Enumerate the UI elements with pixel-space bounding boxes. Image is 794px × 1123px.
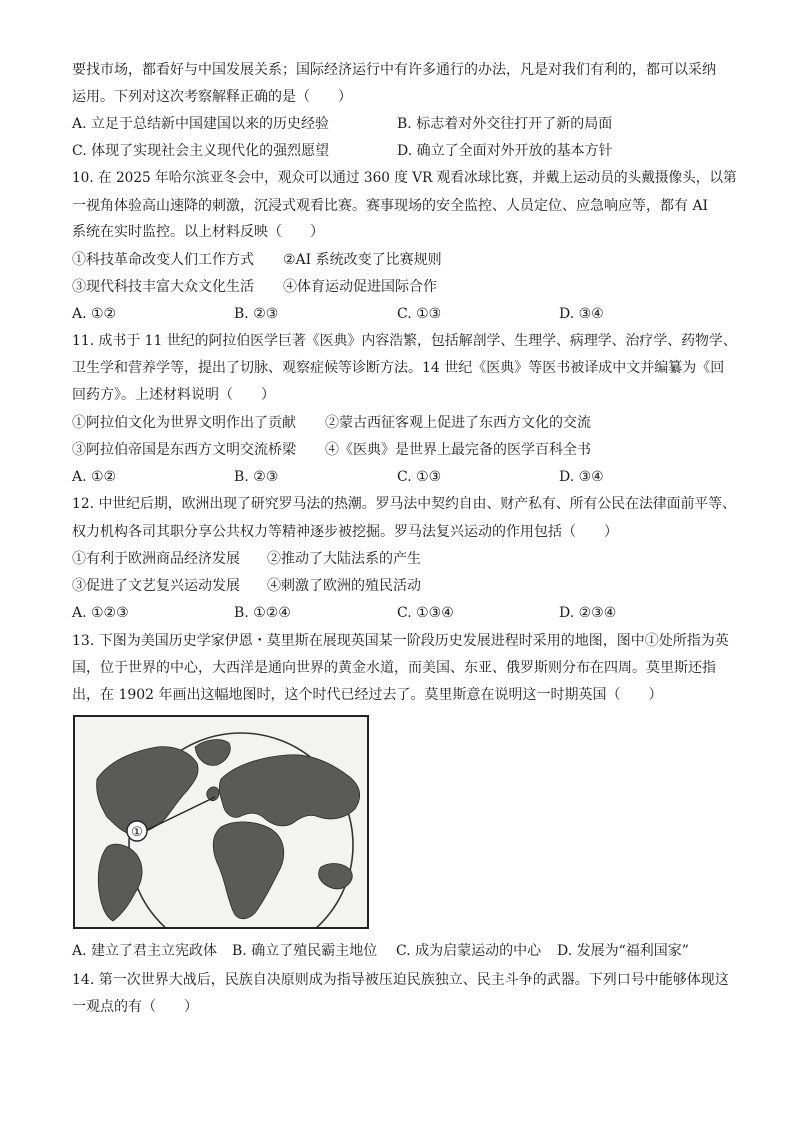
q11-stem-line-1: 11. 成书于 11 世纪的阿拉伯医学巨著《医典》内容浩繁，包括解剖学、生理学、病理学、治疗学、药物学、 — [72, 333, 737, 349]
q10-item-1: ①科技革命改变人们工作方式 — [72, 252, 254, 268]
q9-option-d: D. 确立了全面对外开放的基本方针 — [397, 143, 613, 159]
q13-stem-line-2: 国，位于世界的中心，大西洋是通向世界的黄金水道，而美国、东亚、俄罗斯则分布在四周。莫里斯还指 — [72, 660, 716, 676]
q13-stem-line-3: 出，在 1902 年画出这幅地图时，这个时代已经过去了。莫里斯意在说明这一时期英国（ ） — [72, 687, 663, 703]
q11-item-1: ①阿拉伯文化为世界文明作出了贡献 — [72, 415, 296, 431]
q13-option-b: B. 确立了殖民霸主地位 — [232, 943, 378, 959]
q11-item-4: ④《医典》是世界上最完备的医学百科全书 — [325, 442, 591, 458]
q11-option-c: C. ①③ — [397, 469, 442, 485]
q11-stem-line-3: 回药方》。上述材料说明（ ） — [72, 387, 275, 403]
q12-item-1: ①有利于欧洲商品经济发展 — [72, 551, 240, 567]
q14-stem-line-2: 一观点的有（ ） — [72, 999, 198, 1015]
q11-item-2: ②蒙古西征客观上促进了东西方文化的交流 — [325, 415, 591, 431]
q10-item-4: ④体育运动促进国际合作 — [283, 279, 437, 295]
q13-stem-line-1: 13. 下图为美国历史学家伊恩・莫里斯在展现英国某一阶段历史发展进程时采用的地图，图中①处所指为英 — [72, 633, 729, 649]
q10-stem-line-2: 一视角体验高山速降的刺激，沉浸式观看比赛。赛事现场的安全监控、人员定位、应急响应等，都有 AI — [72, 198, 709, 214]
q10-stem-line-3: 系统在实时监控。以上材料反映（ ） — [72, 224, 324, 240]
q14-stem-line-1: 14. 第一次世界大战后，民族自决原则成为指导被压迫民族独立、民主斗争的武器。下列口号中能够体现这 — [72, 972, 729, 988]
q12-option-b: B. ①②④ — [234, 605, 291, 621]
q12-option-c: C. ①③④ — [397, 605, 454, 621]
world-map-figure — [73, 715, 369, 929]
q12-item-4: ④刺激了欧洲的殖民活动 — [267, 578, 421, 594]
map-marker-label: ① — [131, 825, 143, 840]
q12-stem-line-2: 权力机构各司其职分享公共权力等精神逐步被挖掘。罗马法复兴运动的作用包括（ ） — [72, 524, 618, 540]
q12-stem-line-1: 12. 中世纪后期，欧洲出现了研究罗马法的热潮。罗马法中契约自由、财产私有、所有公民在法律面前平等、 — [72, 496, 737, 512]
q9-option-b: B. 标志着对外交往打开了新的局面 — [397, 116, 613, 132]
q9-stem-line-1: 要找市场，都看好与中国发展关系；国际经济运行中有许多通行的办法，凡是对我们有利的，都可以采纳 — [72, 62, 716, 78]
q12-item-2: ②推动了大陆法系的产生 — [267, 551, 421, 567]
q9-option-c: C. 体现了实现社会主义现代化的强烈愿望 — [72, 143, 330, 159]
q10-option-c: C. ①③ — [397, 306, 442, 322]
q10-item-2: ②AI 系统改变了比赛规则 — [283, 252, 442, 268]
q12-option-d: D. ②③④ — [559, 605, 617, 621]
q11-option-d: D. ③④ — [559, 469, 604, 485]
q13-option-d: D. 发展为“福利国家” — [557, 943, 689, 959]
q9-option-a: A. 立足于总结新中国建国以来的历史经验 — [72, 116, 330, 132]
q10-item-3: ③现代科技丰富大众文化生活 — [72, 279, 254, 295]
q11-option-b: B. ②③ — [234, 469, 279, 485]
q13-option-a: A. 建立了君主立宪政体 — [72, 943, 218, 959]
q12-item-3: ③促进了文艺复兴运动发展 — [72, 578, 240, 594]
q9-stem-line-2: 运用。下列对这次考察解释正确的是（ ） — [72, 89, 352, 105]
q10-option-b: B. ②③ — [234, 306, 279, 322]
q13-option-c: C. 成为启蒙运动的中心 — [396, 943, 542, 959]
q12-option-a: A. ①②③ — [72, 605, 129, 621]
world-map-illustration — [75, 717, 367, 927]
q10-option-a: A. ①② — [72, 306, 117, 322]
q11-option-a: A. ①② — [72, 469, 117, 485]
q10-stem-line-1: 10. 在 2025 年哈尔滨亚冬会中，观众可以通过 360 度 VR 观看冰球比赛，并戴上运动员的头戴摄像头，以第 — [72, 170, 737, 186]
q10-option-d: D. ③④ — [559, 306, 604, 322]
q11-stem-line-2: 卫生学和营养学等，提出了切脉、观察症候等诊断方法。14 世纪《医典》等医书被译成中文并编纂为《回 — [72, 360, 725, 376]
q11-item-3: ③阿拉伯帝国是东西方文明交流桥梁 — [72, 442, 296, 458]
